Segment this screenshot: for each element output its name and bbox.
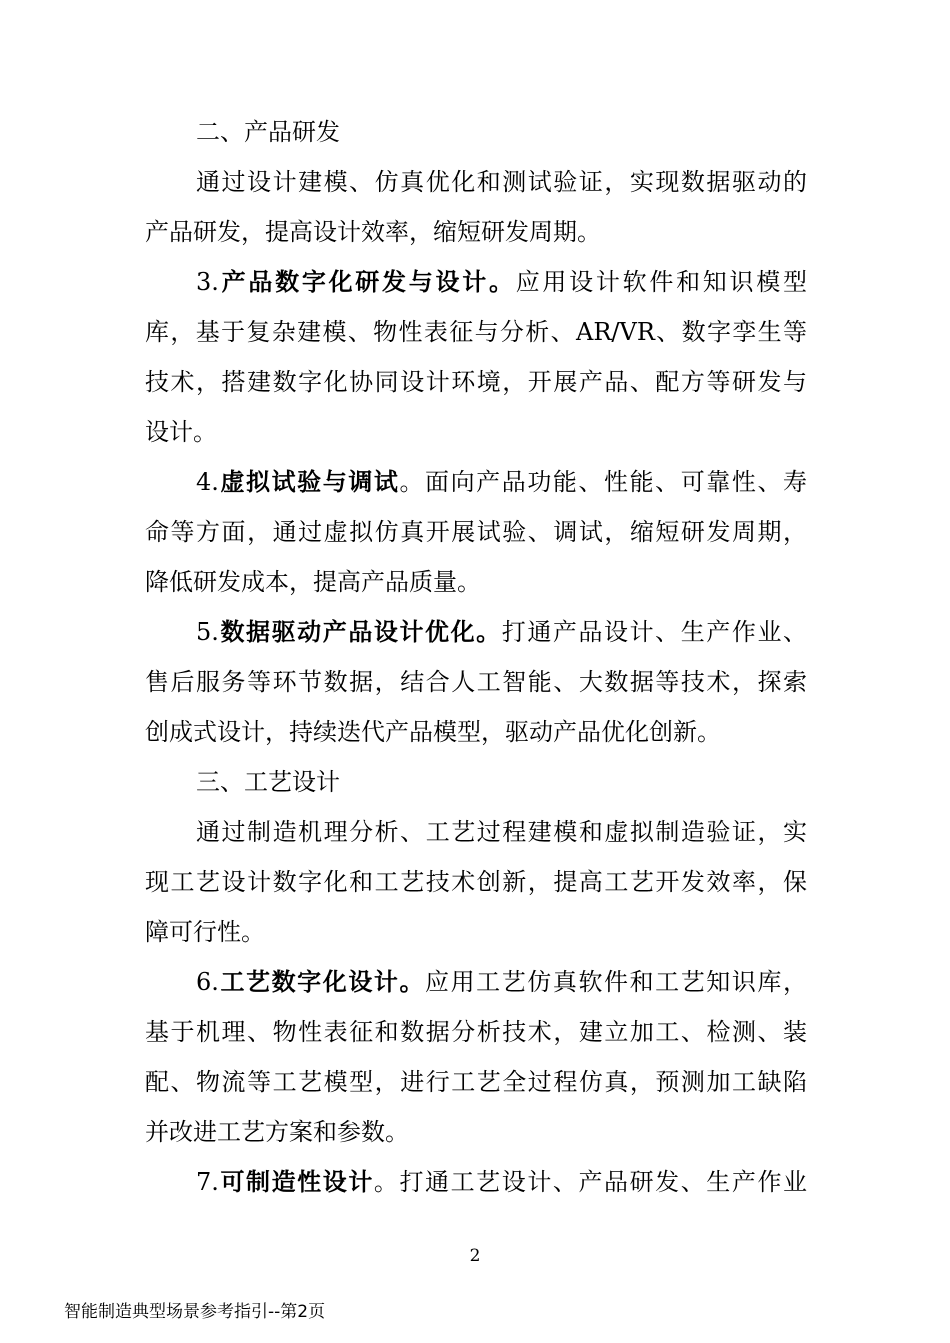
paragraph-line: 创成式设计，持续迭代产品模型，驱动产品优化创新。 [145,718,721,746]
item-text: 。面向产品功能、性能、可靠性、寿 [399,468,808,496]
item-title: 工艺数字化设计。 [218,967,426,996]
footer-caption: 智能制造典型场景参考指引--第2页 [64,1302,326,1322]
paragraph-line: 障可行性。 [145,918,265,946]
item-title: 可制造性设计 [218,1167,374,1196]
section-heading-process-design: 三、工艺设计 [196,768,340,796]
paragraph-line: 通过制造机理分析、工艺过程建模和虚拟制造验证，实 [196,818,807,846]
list-item-5-first-line [196,617,807,647]
item-title: 虚拟试验与调试 [218,467,400,496]
paragraph-line: 并改进工艺方案和参数。 [145,1118,409,1146]
item-number: 6. [196,968,219,996]
list-item-4-first-line [196,467,807,497]
list-item-6-first-line [196,967,807,997]
list-item-7-first-line [196,1167,807,1197]
item-number: 4. [196,468,219,496]
item-text: 。打通工艺设计、产品研发、生产作业 [373,1168,808,1196]
item-text: 打通产品设计、生产作业、 [501,618,808,646]
list-item-3-first-line [196,267,807,297]
paragraph-line: 设计。 [145,418,217,446]
paragraph-line: 现工艺设计数字化和工艺技术创新，提高工艺开发效率，保 [145,868,807,896]
paragraph-line: 降低研发成本，提高产品质量。 [145,568,481,596]
paragraph-line: 技术，搭建数字化协同设计环境，开展产品、配方等研发与 [145,368,807,396]
paragraph-line: 基于机理、物性表征和数据分析技术，建立加工、检测、装 [145,1018,807,1046]
item-number: 5. [196,618,219,646]
item-title: 产品数字化研发与设计。 [218,267,516,296]
section-heading-product-rd: 二、产品研发 [196,118,340,146]
paragraph-line: 通过设计建模、仿真优化和测试验证，实现数据驱动的 [196,168,807,196]
item-title: 数据驱动产品设计优化。 [218,617,502,646]
item-text: 应用工艺仿真软件和工艺知识库， [425,968,808,996]
item-number: 7. [196,1168,219,1196]
paragraph-line: 库，基于复杂建模、物性表征与分析、AR/VR、数字孪生等 [145,318,807,346]
item-text: 应用设计软件和知识模型 [515,268,808,296]
page-number: 2 [469,1246,481,1266]
paragraph-line: 配、物流等工艺模型，进行工艺全过程仿真，预测加工缺陷 [145,1068,807,1096]
paragraph-line: 命等方面，通过虚拟仿真开展试验、调试，缩短研发周期， [145,518,807,546]
paragraph-line: 售后服务等环节数据，结合人工智能、大数据等技术，探索 [145,668,807,696]
item-number: 3. [196,268,219,296]
paragraph-line: 产品研发，提高设计效率，缩短研发周期。 [145,218,601,246]
